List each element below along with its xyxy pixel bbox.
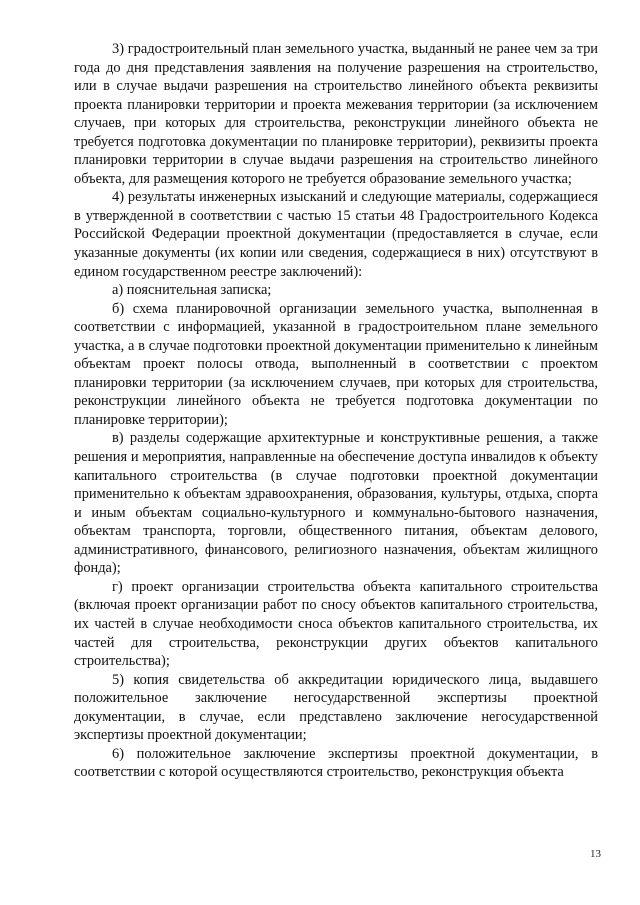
document-body xyxy=(74,40,598,782)
paragraph-subitem-v: в) разделы содержащие архитектурные и конструктивные решения, а также решения и мероприятия, направленные на обеспечение доступа инвалидов к объекту капитального строительства (в случае подготовки проектной документации применительно к объектам здравоохранения, образования, культуры, отдыха, спорта и иным объектам социально-культурного и коммунально-бытового назначения, объектам транспорта, торговли, общественного питания, объектам делового, административного, финансового, религиозного назначения, объектам жилищного фонда); xyxy=(74,430,598,577)
paragraph-item-6: 6) положительное заключение экспертизы проектной документации, в соответствии с которой осуществляются строительство, реконструкция объекта xyxy=(74,745,598,781)
paragraph-subitem-b: б) схема планировочной организации земельного участка, выполненная в соответствии с информацией, указанной в градостроительном плане земельного участка, а в случае подготовки проектной документации применительно к линейным объектам проект полосы отвода, выполненный в соответствии с проектом планировки территории (за исключением случаев, при которых для строительства, реконструкции линейного объекта не требуется подготовка документации по планировке территории); xyxy=(74,300,598,428)
paragraph-subitem-a: а) пояснительная записка; xyxy=(112,282,272,299)
paragraph-subitem-g: г) проект организации строительства объекта капитального строительства (включая проект организации работ по сносу объектов капитального строительства, их частей в случае необходимости сноса объектов капитального строительства, их частей для строительства, реконструкции других объектов капитального строительства); xyxy=(74,578,598,670)
paragraph-item-3: 3) градостроительный план земельного участка, выданный не ранее чем за три года до дня представления заявления на получение разрешения на строительство, или в случае выдачи разрешения на строительство линейного объекта реквизиты проекта планировки территории и проекта межевания территории (за исключением случаев, при которых для строительства, реконструкции линейного объекта не требуется подготовка документации по планировке территории), реквизиты проекта планировки территории в случае выдачи разрешения на строительство линейного объекта, для размещения которого не требуется образование земельного участка; xyxy=(74,41,598,187)
paragraph-item-5: 5) копия свидетельства об аккредитации юридического лица, выдавшего положительное заключение негосударственной экспертизы проектной документации, в случае, если представлено заключение негосударственной экспертизы проектной документации; xyxy=(74,671,598,744)
paragraph-item-4: 4) результаты инженерных изысканий и следующие материалы, содержащиеся в утвержденной в соответствии с частью 15 статьи 48 Градостроительного Кодекса Российской Федерации проектной документации (предоставляется в случае, если указанные документы (их копии или сведения, содержащиеся в них) отсутствуют в едином государственном реестре заключений): xyxy=(74,189,598,280)
page-number: 13 xyxy=(590,848,601,860)
